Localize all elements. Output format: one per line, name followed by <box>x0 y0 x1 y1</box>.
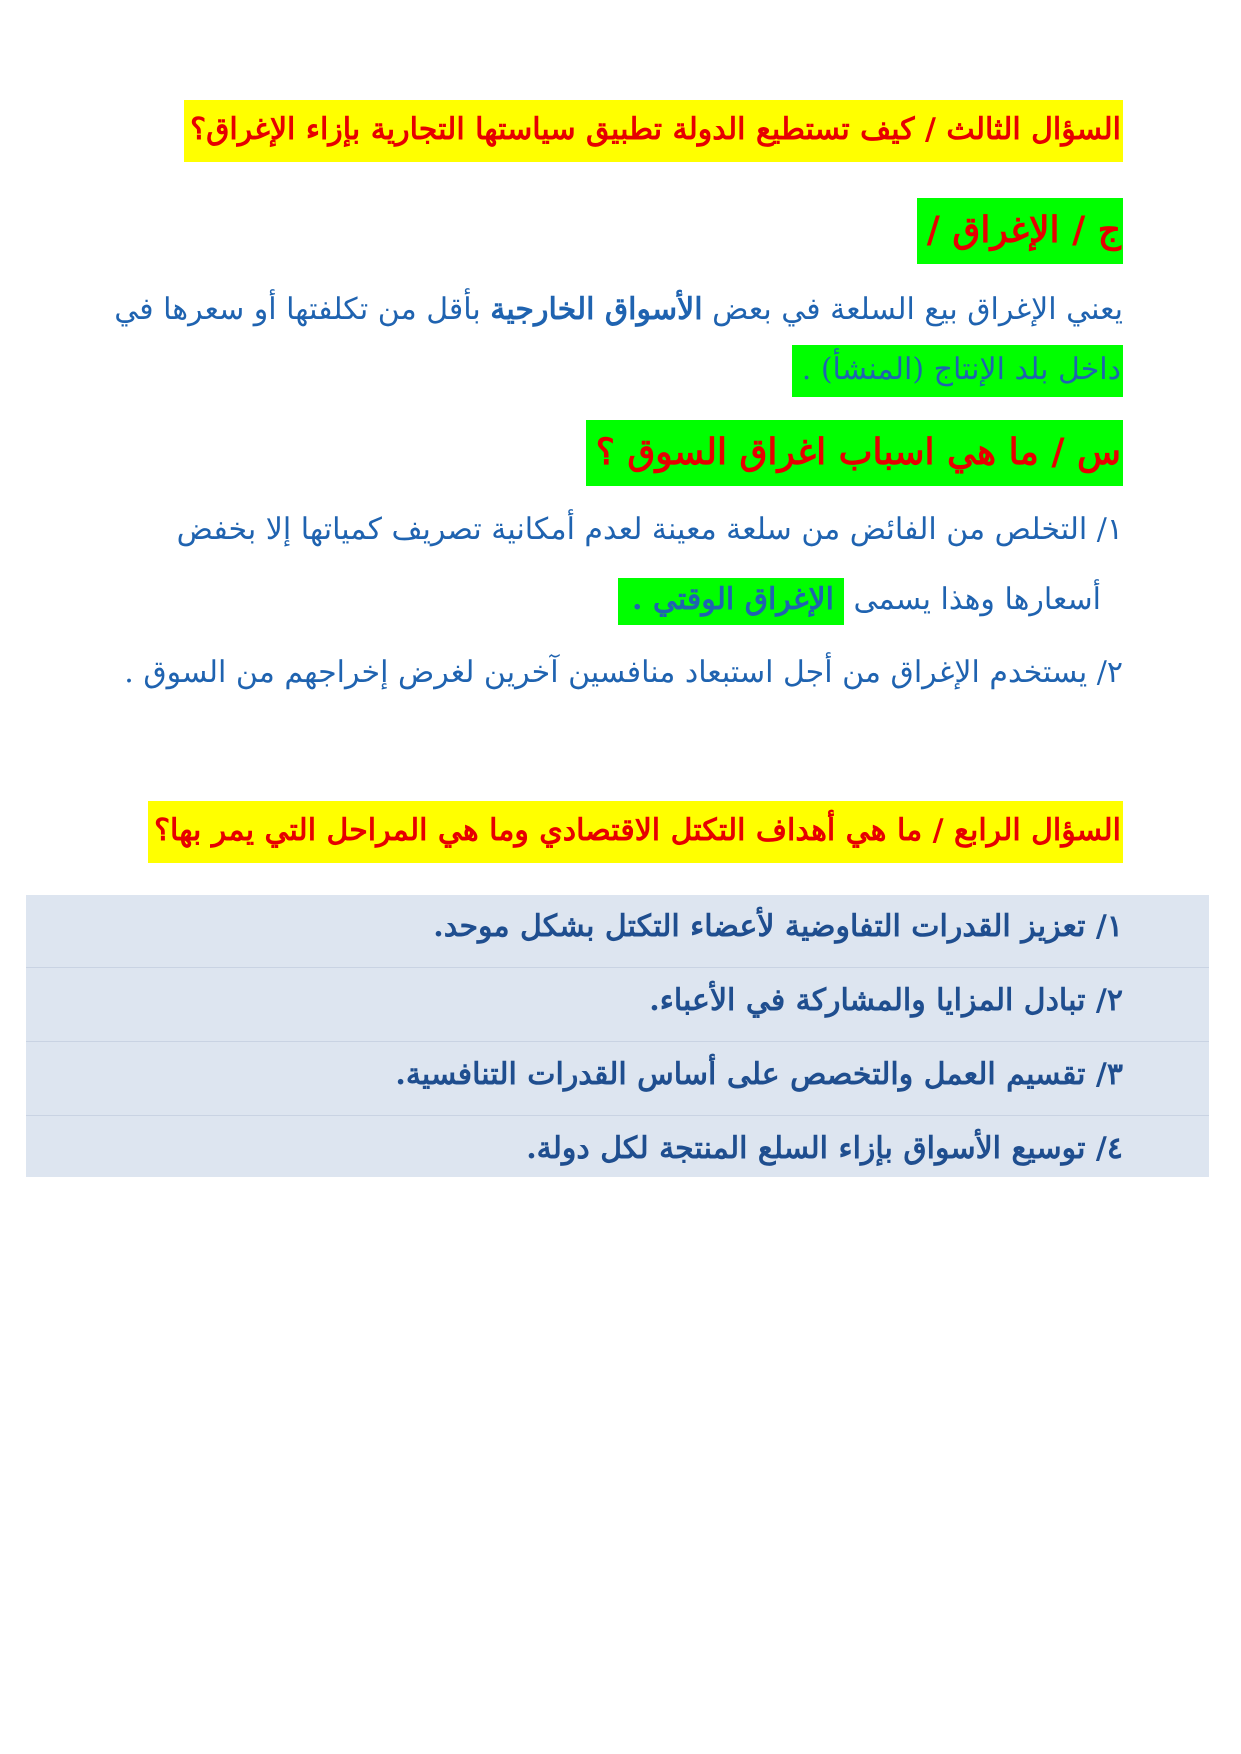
definition-line-1 <box>114 285 1123 335</box>
goal-item-1: ١/ تعزيز القدرات التفاوضية لأعضاء التكتل بشكل موحد. <box>433 909 1123 944</box>
definition-text-start: يعني الإغراق بيع السلعة في بعض <box>702 292 1123 327</box>
goal-item-4: ٤/ توسيع الأسواق بإزاء السلع المنتجة لكل دولة. <box>526 1131 1123 1166</box>
question-3-heading: السؤال الثالث / كيف تستطيع الدولة تطبيق سياستها التجارية بإزاء الإغراق؟ <box>184 100 1123 162</box>
goal-item-2: ٢/ تبادل المزايا والمشاركة في الأعباء. <box>649 983 1123 1018</box>
definition-bold-term: الأسواق الخارجية <box>490 292 703 327</box>
definition-line-2: داخل بلد الإنتاج (المنشأ) . <box>792 345 1123 397</box>
definition-text-end: بأقل من تكلفتها أو سعرها في <box>114 292 491 327</box>
goals-divider <box>26 1115 1209 1116</box>
reason-1-line-2 <box>618 575 1101 625</box>
question-4-heading: السؤال الرابع / ما هي أهداف التكتل الاقتصادي وما هي المراحل التي يمر بها؟ <box>148 801 1123 863</box>
reason-2: ٢/ يستخدم الإغراق من أجل استبعاد منافسين آخرين لغرض إخراجهم من السوق . <box>124 655 1123 690</box>
answer-label: ج / الإغراق / <box>917 198 1123 264</box>
goals-divider <box>26 1041 1209 1042</box>
temporary-dumping-highlight: الإغراق الوقتي . <box>618 578 844 625</box>
sub-question-label: س / ما هي اسباب اغراق السوق ؟ <box>586 420 1123 486</box>
reason-1-text: أسعارها وهذا يسمى <box>844 582 1101 617</box>
goals-divider <box>26 967 1209 968</box>
reason-1-line-1: ١/ التخلص من الفائض من سلعة معينة لعدم أمكانية تصريف كمياتها إلا بخفض <box>176 512 1123 547</box>
goal-item-3: ٣/ تقسيم العمل والتخصص على أساس القدرات التنافسية. <box>395 1057 1123 1092</box>
